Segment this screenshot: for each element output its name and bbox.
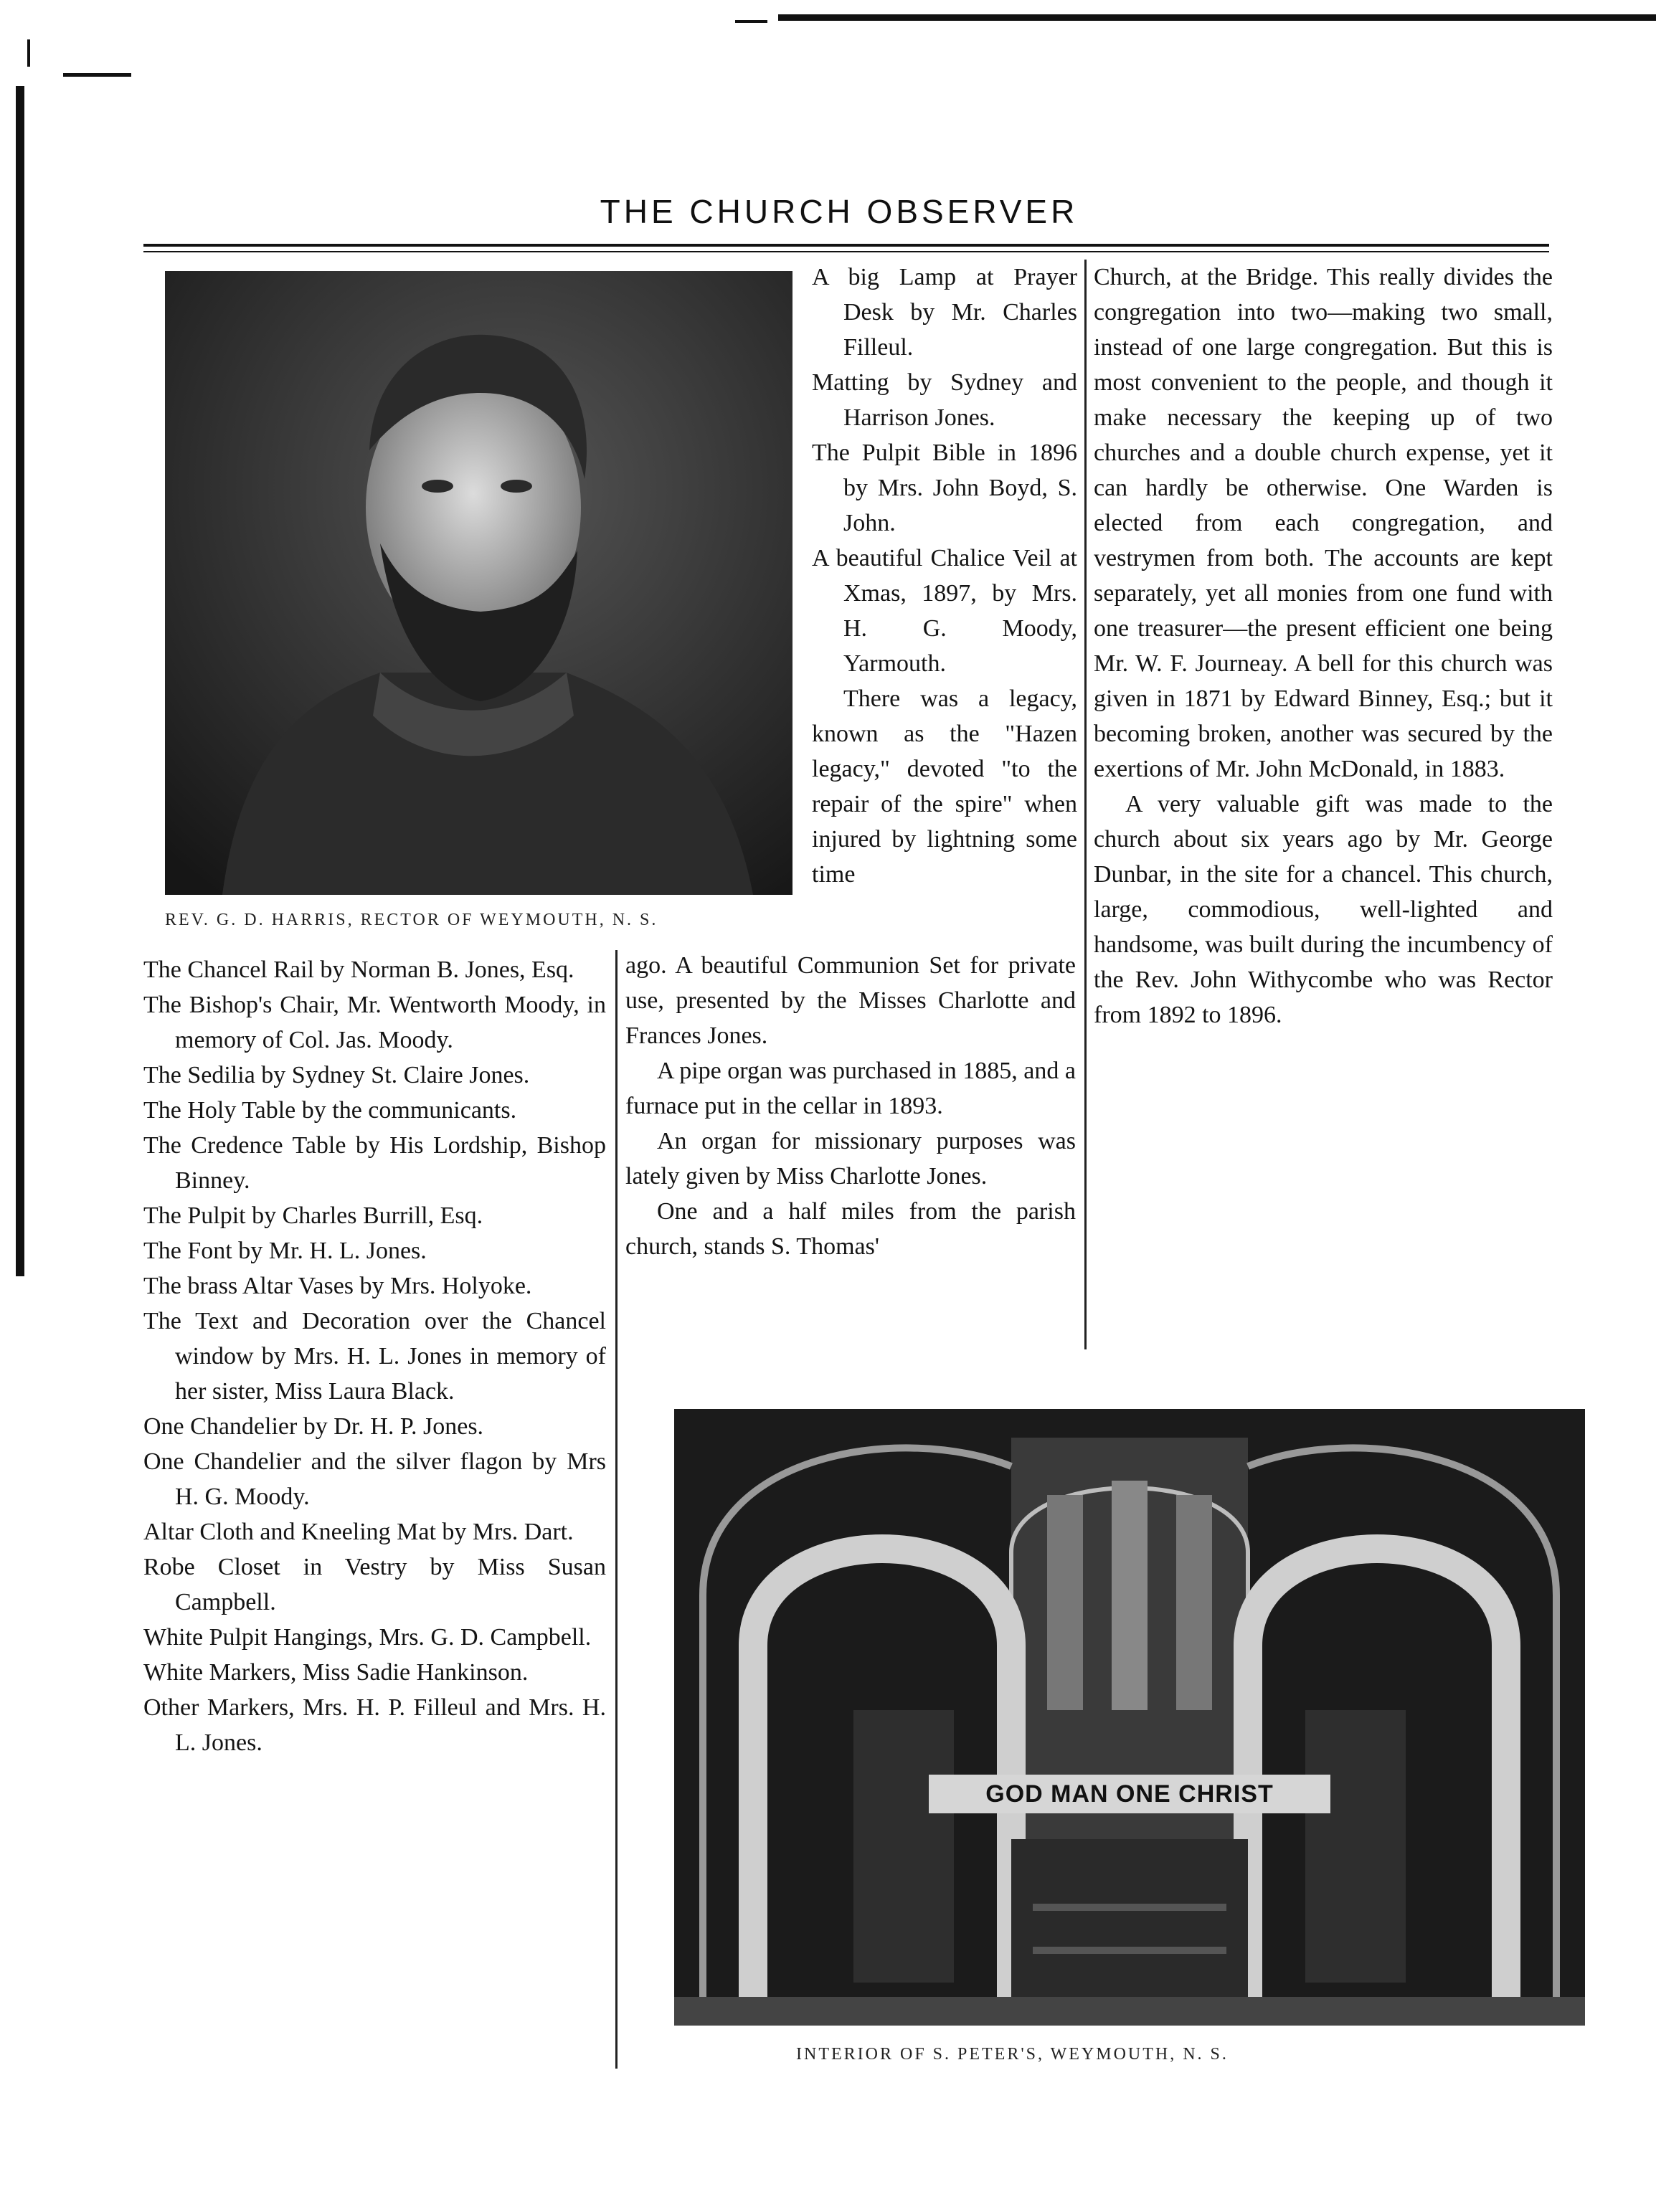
interior-caption: INTERIOR OF S. PETER'S, WEYMOUTH, N. S.	[796, 2045, 1229, 2064]
gift-item: Matting by Sydney and Harrison Jones.	[812, 369, 1077, 431]
masthead-rule-thin	[143, 251, 1549, 252]
gift-item: A beautiful Chalice Veil at Xmas, 1897, by Mrs. H. G. Moody, Yarmouth.	[812, 545, 1077, 677]
gift-item: The Pulpit Bible in 1896 by Mrs. John Boyd, S. John.	[812, 440, 1077, 536]
gift-item: The brass Altar Vases by Mrs. Holyoke.	[143, 1273, 532, 1299]
middle-column-lower	[625, 948, 1076, 1264]
corner-mark	[27, 39, 30, 67]
portrait-photo	[165, 271, 792, 895]
gift-item: The Text and Decoration over the Chancel window by Mrs. H. L. Jones in memory of her sister, Miss Laura Black.	[143, 1308, 606, 1405]
gift-item: The Holy Table by the communicants.	[143, 1097, 517, 1124]
binding-edge-line	[16, 86, 24, 1276]
missionary-organ-paragraph: An organ for missionary purposes was lately given by Miss Charlotte Jones.	[625, 1128, 1076, 1190]
masthead-rule-thick	[143, 244, 1549, 247]
gift-item: The Font by Mr. H. L. Jones.	[143, 1238, 427, 1264]
column-rule-left	[615, 950, 618, 2069]
communion-set-paragraph: ago. A beautiful Communion Set for private use, presented by the Misses Charlotte and Frances Jones.	[625, 952, 1076, 1049]
gift-item: Other Markers, Mrs. H. P. Filleul and Mrs. H. L. Jones.	[143, 1694, 606, 1756]
portrait-caption: REV. G. D. HARRIS, RECTOR OF WEYMOUTH, N. S.	[165, 911, 658, 929]
st-thomas-paragraph: One and a half miles from the parish church, stands S. Thomas'	[625, 1198, 1076, 1260]
gift-item: The Credence Table by His Lordship, Bishop Binney.	[143, 1132, 606, 1194]
gift-item: Altar Cloth and Kneeling Mat by Mrs. Dart.	[143, 1519, 574, 1545]
masthead: THE CHURCH OBSERVER	[600, 193, 1079, 230]
gift-item: The Sedilia by Sydney St. Claire Jones.	[143, 1062, 530, 1088]
column-rule-right	[1084, 260, 1087, 1349]
portrait-image	[165, 271, 792, 895]
organ-paragraph: A pipe organ was purchased in 1885, and a furnace put in the cellar in 1893.	[625, 1058, 1076, 1119]
gift-item: A big Lamp at Prayer Desk by Mr. Charles Filleul.	[812, 264, 1077, 361]
left-column	[143, 952, 606, 1760]
gift-item: Robe Closet in Vestry by Miss Susan Campbell.	[143, 1554, 606, 1615]
gift-item: White Markers, Miss Sadie Hankinson.	[143, 1659, 529, 1686]
middle-column-upper	[812, 260, 1077, 892]
top-rule	[778, 14, 1656, 21]
chancel-site-paragraph: A very valuable gift was made to the church about six years ago by Mr. George Dunbar, in the site for a chancel. This church, large, commodious, well-lighted and handsome, was built during the incumbency of the Rev. John Withycombe who was Rector from 1892 to 1896.	[1094, 791, 1553, 1028]
bridge-church-paragraph: Church, at the Bridge. This really divides the congregation into two—making two small, instead of one large congregation. But this is most convenient to the people, and though it make necessary the keeping up of two churches and a double church expense, yet it can hardly be otherwise. One Warden is elected from each congregation, and vestrymen from both. The accounts are kept separately, yet all monies from one fund with one treasurer—the present efficient one being Mr. W. F. Journeay. A bell for this church was given in 1871 by Edward Binney, Esq.; but it becoming broken, another was secured by the exertions of Mr. John McDonald, in 1883.	[1094, 264, 1553, 782]
interior-photo	[674, 1409, 1585, 2026]
gift-item: White Pulpit Hangings, Mrs. G. D. Campbell.	[143, 1624, 592, 1651]
gift-item: The Chancel Rail by Norman B. Jones, Esq.	[143, 957, 574, 983]
gift-item: The Bishop's Chair, Mr. Wentworth Moody, in memory of Col. Jas. Moody.	[143, 992, 606, 1053]
gift-item: The Pulpit by Charles Burrill, Esq.	[143, 1202, 483, 1229]
interior-banner-text: GOD MAN ONE CHRIST	[985, 1780, 1274, 1808]
right-column	[1094, 260, 1553, 1033]
legacy-paragraph: There was a legacy, known as the "Hazen legacy," devoted "to the repair of the spire" when injured by lightning some time	[812, 685, 1077, 888]
corner-dash	[63, 73, 131, 77]
top-dash	[735, 20, 767, 23]
gift-item: One Chandelier and the silver flagon by Mrs H. G. Moody.	[143, 1448, 606, 1510]
gift-item: One Chandelier by Dr. H. P. Jones.	[143, 1413, 484, 1440]
church-interior-image	[674, 1409, 1585, 2026]
